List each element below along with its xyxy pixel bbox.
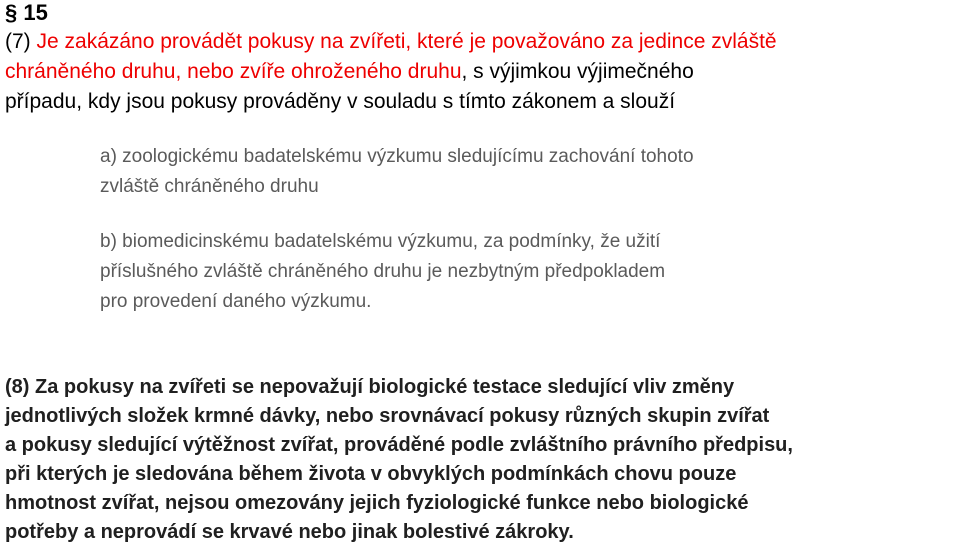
paragraph-8-line: jednotlivých složek krmné dávky, nebo srovnávací pokusy různých skupin zvířat <box>5 405 770 427</box>
list-item-b-line-1: b) biomedicinskému badatelskému výzkumu, za podmínky, že užití <box>100 231 661 252</box>
paragraph-7 <box>5 27 955 117</box>
paragraph-7-number: (7) <box>5 30 37 53</box>
paragraph-8-line: (8) Za pokusy na zvířeti se nepovažují biologické testace sledující vliv změny <box>5 376 735 398</box>
list-item-a <box>100 142 694 202</box>
list-item-b-line-3: pro provedení daného výzkumu. <box>100 291 372 312</box>
list-item-a-line-2: zvláště chráněného druhu <box>100 176 319 197</box>
list-item-b-line-2: příslušného zvláště chráněného druhu je nezbytným předpokladem <box>100 261 666 282</box>
section-heading: § 15 <box>5 0 48 25</box>
paragraph-7-line-3: případu, kdy jsou pokusy prováděny v souladu s tímto zákonem a slouží <box>5 90 676 113</box>
paragraph-7-line-1 <box>5 27 955 57</box>
list-item-b <box>100 227 665 317</box>
paragraph-7-emphasis-2: chráněného druhu, nebo zvíře ohroženého druhu <box>5 60 462 83</box>
list-item-a-line-1: a) zoologickému badatelskému výzkumu sledujícímu zachování tohoto <box>100 146 694 167</box>
paragraph-8-line: potřeby a neprovádí se krvavé nebo jinak bolestivé zákroky. <box>5 521 574 543</box>
paragraph-7-emphasis-1: Je zakázáno provádět pokusy na zvířeti, které je považováno za jedince zvláště <box>36 30 777 53</box>
paragraph-7-exception: , s výjimkou výjimečného <box>461 60 694 83</box>
paragraph-8-line: hmotnost zvířat, nejsou omezovány jejich fyziologické funkce nebo biologické <box>5 492 749 514</box>
paragraph-8-line: a pokusy sledující výtěžnost zvířat, prováděné podle zvláštního právního předpisu, <box>5 434 793 456</box>
paragraph-7-line-2 <box>5 57 955 87</box>
paragraph-8 <box>5 373 957 547</box>
paragraph-8-line: při kterých je sledována během života v obvyklých podmínkách chovu pouze <box>5 463 737 485</box>
